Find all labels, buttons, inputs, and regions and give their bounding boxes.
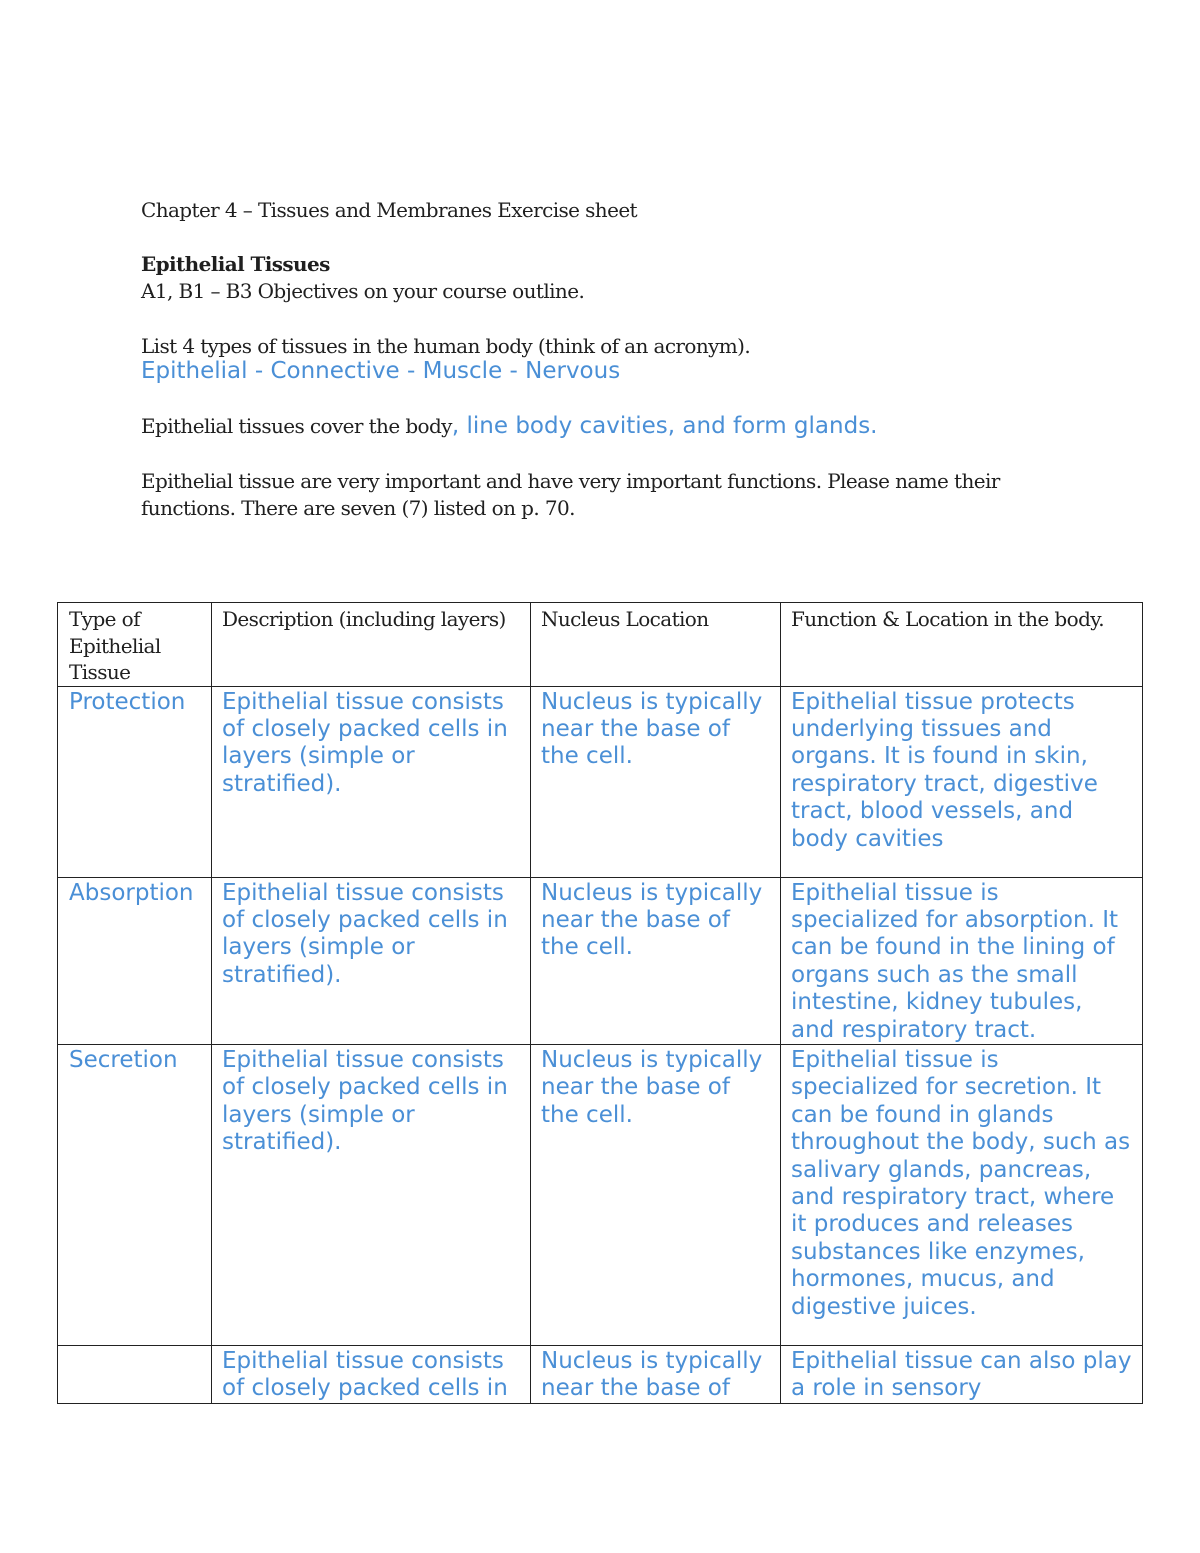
section-title: Epithelial Tissues <box>141 252 330 276</box>
cell-description: Epithelial tissue consists of closely packed cells in layers (simple or stratified). <box>212 686 531 877</box>
header-function: Function & Location in the body. <box>781 603 1143 687</box>
cell-type <box>58 1345 212 1403</box>
question-2 <box>141 413 878 442</box>
cell-description <box>212 1345 531 1403</box>
objectives-text: A1, B1 – B3 Objectives on your course outline. <box>141 279 585 303</box>
table-row <box>58 1044 1143 1345</box>
cell-function: Epithelial tissue protects underlying tissues and organs. It is found in skin, respiratory tract, digestive tract, blood vessels, and body cavities <box>781 686 1143 877</box>
cell-description: Epithelial tissue consists of closely packed cells in layers (simple or stratified). <box>212 1044 531 1345</box>
question-1-answer: Epithelial - Connective - Muscle - Nervous <box>141 358 621 384</box>
header-nucleus: Nucleus Location <box>531 603 781 687</box>
question-3-line-2: functions. There are seven (7) listed on p. 70. <box>141 496 575 520</box>
cell-function <box>781 1345 1143 1403</box>
cell-nucleus-text: Nucleus is typically near the base of <box>541 1347 763 1400</box>
cell-nucleus: Nucleus is typically near the base of the cell. <box>531 1044 781 1345</box>
table-header-row <box>58 603 1143 687</box>
cell-function-text: Epithelial tissue can also play a role in sensory <box>791 1347 1132 1400</box>
cell-function: Epithelial tissue is specialized for absorption. It can be found in the lining of organs such as the small intestine, kidney tubules, and respiratory tract. <box>781 877 1143 1044</box>
cell-description: Epithelial tissue consists of closely packed cells in layers (simple or stratified). <box>212 877 531 1044</box>
cell-type: Protection <box>58 686 212 877</box>
cell-nucleus: Nucleus is typically near the base of the cell. <box>531 877 781 1044</box>
cell-nucleus: Nucleus is typically near the base of the cell. <box>531 686 781 877</box>
table-row <box>58 1345 1143 1403</box>
cell-description-text: Epithelial tissue consists of closely packed cells in <box>222 1347 508 1400</box>
chapter-title: Chapter 4 – Tissues and Membranes Exercise sheet <box>141 198 637 222</box>
table-row <box>58 686 1143 877</box>
header-description: Description (including layers) <box>212 603 531 687</box>
question-2-prompt: Epithelial tissues cover the body <box>141 414 452 438</box>
header-type: Type of Epithelial Tissue <box>58 603 212 687</box>
cell-type: Secretion <box>58 1044 212 1345</box>
question-1-prompt: List 4 types of tissues in the human body (think of an acronym). <box>141 334 751 358</box>
question-2-answer: , line body cavities, and form glands. <box>451 413 878 439</box>
epithelial-functions-table <box>57 602 1143 1404</box>
question-3-line-1: Epithelial tissue are very important and have very important functions. Please name their <box>141 469 1000 493</box>
table-row <box>58 877 1143 1044</box>
cell-type: Absorption <box>58 877 212 1044</box>
cell-nucleus <box>531 1345 781 1403</box>
cell-function: Epithelial tissue is specialized for secretion. It can be found in glands throughout the body, such as salivary glands, pancreas, and respiratory tract, where it produces and releases substances like enzymes, hormones, mucus, and digestive juices. <box>781 1044 1143 1345</box>
